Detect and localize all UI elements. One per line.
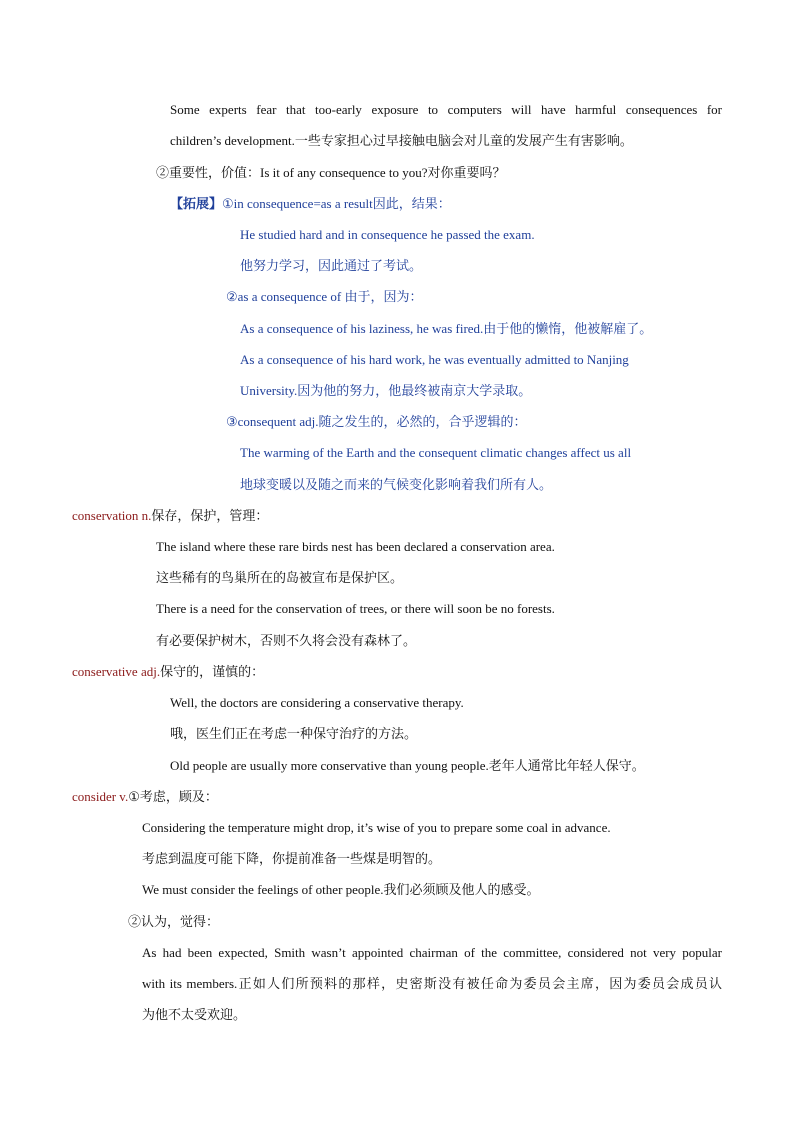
headword: conservative adj.	[72, 664, 161, 679]
example-sentence: Some experts fear that too-early exposure to computers will have harmful consequences for	[170, 102, 722, 117]
example-translation: 有必要保护树木，否则不久将会没有森林了。	[156, 633, 417, 648]
entry-consider	[72, 788, 218, 806]
example-sentence: As a consequence of his hard work, he was eventually admitted to Nanjing	[240, 352, 629, 367]
example-sentence: Old people are usually more conservative than young people.老年人通常比年轻人保守。	[170, 758, 645, 773]
example-sentence: The warming of the Earth and the consequent climatic changes affect us all	[240, 445, 632, 460]
example-translation: 他努力学习，因此通过了考试。	[240, 258, 423, 273]
example-sentence: Well, the doctors are considering a conservative therapy.	[170, 695, 464, 710]
example-sentence: 为他不太受欢迎。	[142, 1007, 247, 1022]
example-sentence: He studied hard and in consequence he passed the exam.	[240, 227, 535, 242]
example-sentence: with its members.正如人们所预料的那样，史密斯没有被任命为委员会主席，因为委员会成员认	[142, 976, 722, 991]
example-sentence: As a consequence of his laziness, he was fired.由于他的懒惰，他被解雇了。	[240, 321, 653, 336]
headword-definition: ①考虑，顾及：	[128, 789, 218, 804]
example-translation: 地球变暖以及随之而来的气候变化影响着我们所有人。	[240, 477, 553, 492]
entry-conservative	[72, 663, 264, 681]
headword: consider v.	[72, 789, 129, 804]
headword-definition: 保守的，谨慎的：	[160, 664, 265, 679]
definition-line: ②重要性，价值：Is it of any consequence to you?对你重要吗？	[156, 165, 506, 180]
extension-heading	[170, 195, 451, 214]
definition-line: ②认为，觉得：	[128, 914, 220, 929]
example-sentence: The island where these rare birds nest has been declared a conservation area.	[156, 539, 555, 554]
example-translation: 考虑到温度可能下降，你提前准备一些煤是明智的。	[142, 851, 442, 866]
phrase-definition: ③consequent adj.随之发生的，必然的，合乎逻辑的：	[226, 414, 527, 429]
example-sentence: There is a need for the conservation of trees, or there will soon be no forests.	[156, 601, 555, 616]
entry-conservation	[72, 507, 268, 525]
headword: conservation n.	[72, 508, 152, 523]
extension-label: 【拓展】	[170, 197, 223, 212]
example-sentence: University.因为他的努力，他最终被南京大学录取。	[240, 383, 532, 398]
phrase-definition: ①in consequence=as a result因此，结果：	[222, 196, 451, 211]
example-sentence: children’s development.一些专家担心过早接触电脑会对儿童的发展产生有害影响。	[170, 133, 633, 148]
phrase-definition: ②as a consequence of 由于，因为：	[226, 289, 423, 304]
example-translation: 哦，医生们正在考虑一种保守治疗的方法。	[170, 726, 418, 741]
example-sentence: Considering the temperature might drop, it’s wise of you to prepare some coal in advance.	[142, 820, 611, 835]
headword-definition: 保存，保护，管理：	[151, 508, 269, 523]
example-translation: 这些稀有的鸟巢所在的岛被宣布是保护区。	[156, 570, 404, 585]
example-sentence: As had been expected, Smith wasn’t appointed chairman of the committee, considered not very popular	[142, 945, 722, 960]
example-sentence: We must consider the feelings of other people.我们必须顾及他人的感受。	[142, 882, 540, 897]
